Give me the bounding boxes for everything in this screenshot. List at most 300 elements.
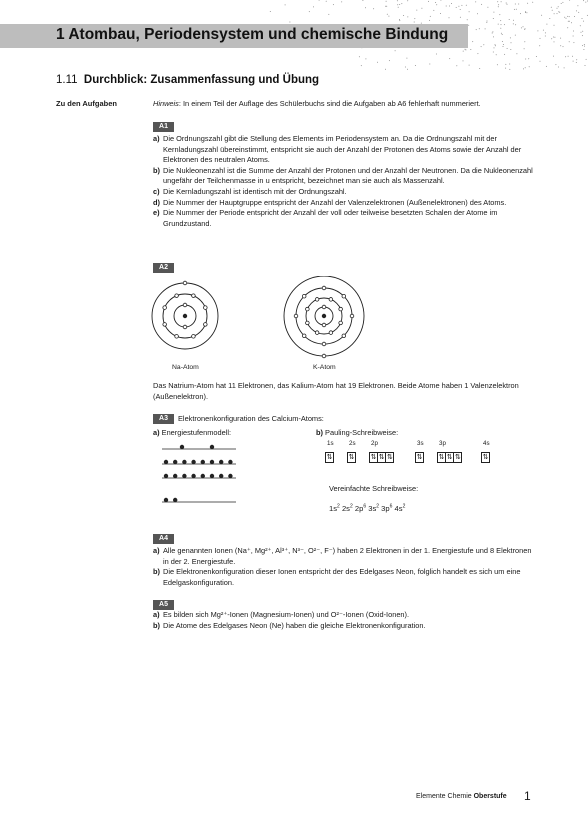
dot (559, 12, 560, 13)
dot (496, 54, 497, 55)
orbital-box-group (481, 452, 489, 463)
dot (377, 62, 378, 63)
dot (583, 21, 584, 22)
dot (319, 0, 320, 1)
dot (515, 4, 516, 5)
electron (163, 323, 167, 327)
dot (513, 20, 514, 21)
page-number: 1 (524, 789, 531, 803)
a1-item (153, 134, 538, 166)
electron (315, 298, 319, 302)
dot (583, 49, 584, 50)
dot (557, 8, 558, 9)
dot (493, 36, 494, 37)
hinweis-label: Hinweis (153, 99, 179, 108)
electron (294, 314, 298, 318)
dot (395, 50, 396, 51)
orbital-box: ⇅ (416, 453, 423, 461)
orbital-box-group (347, 452, 355, 463)
electron (175, 335, 179, 339)
dot (585, 2, 586, 3)
a4-item-letter: a) (153, 546, 160, 555)
dot (561, 3, 562, 4)
dot (385, 69, 386, 70)
dot (573, 36, 574, 37)
a1-item (153, 208, 538, 229)
dot (313, 6, 314, 7)
section-title (56, 74, 319, 86)
dot (493, 12, 494, 13)
dot (583, 0, 584, 1)
dot (501, 24, 502, 25)
dot (399, 19, 400, 20)
orbital-box-group (325, 452, 333, 463)
electron (192, 335, 196, 339)
dot (562, 2, 563, 3)
orbital-label: 3s (417, 440, 424, 447)
electron (302, 334, 306, 338)
dot (527, 3, 528, 4)
dot (582, 35, 583, 36)
hinweis-text: : In einem Teil der Auflage des Schülerbuchs sind die Aufgaben ab A6 fehlerhaft nummeriert. (178, 99, 481, 108)
energy-level (162, 498, 236, 502)
electron (201, 460, 205, 464)
dot (483, 44, 484, 45)
a4-item-text: Alle genannten Ionen (Na⁺, Mg²⁺, Al³⁺, N³⁻, O²⁻, F⁻) haben 2 Elektronen in der 1. Energiestufe und 8 Elektronen in der 2. Energiestufe. (163, 546, 532, 566)
dot (551, 7, 552, 8)
dot (573, 61, 574, 62)
dot (407, 0, 408, 1)
electron (228, 460, 232, 464)
dot (497, 64, 498, 65)
a5-item-text: Die Atome des Edelgases Neon (Ne) haben die gleiche Elektronenkonfiguration. (163, 620, 426, 630)
dot (504, 54, 505, 55)
dot (493, 52, 494, 53)
dot (465, 49, 466, 50)
dot (500, 20, 501, 21)
dot (506, 3, 507, 4)
dot (582, 18, 583, 19)
dot (435, 2, 436, 3)
dot (389, 60, 390, 61)
dot (510, 37, 511, 38)
k-atom-caption: K-Atom (313, 364, 336, 371)
dot (463, 51, 464, 52)
energy-level (162, 460, 236, 464)
electron (191, 474, 195, 478)
orbital-label: 1s (327, 440, 334, 447)
electron (164, 460, 168, 464)
task-tag-a3: A3 (153, 414, 174, 424)
dot (486, 22, 487, 23)
electron (329, 331, 333, 335)
dot (536, 56, 537, 57)
a4-item (153, 546, 538, 567)
electron (322, 323, 326, 327)
dot (436, 4, 437, 5)
a3-title: Elektronenkonfiguration des Calcium-Atoms: (178, 414, 324, 423)
dot (540, 38, 541, 39)
electron (201, 474, 205, 478)
a1-item-text: Die Nummer der Periode entspricht der Anzahl der voll oder teilweise besetzten Schalen der Atome im Grundzustand. (163, 208, 498, 228)
dot (567, 16, 568, 17)
dot (499, 14, 500, 15)
dot (568, 56, 569, 57)
dot (520, 13, 521, 14)
electron (306, 307, 310, 311)
config-term: $3s^2$ (368, 503, 380, 513)
dot (460, 17, 461, 18)
dot (451, 3, 452, 4)
dot (485, 28, 486, 29)
dot (563, 46, 564, 47)
a1-item-letter: c) (153, 186, 160, 196)
dot (541, 15, 542, 16)
dot (572, 56, 573, 57)
energy-model-label: a) Energiestufenmodell: (153, 428, 232, 437)
k-atom-model (284, 276, 364, 358)
dot (558, 11, 559, 12)
electron (322, 305, 326, 309)
a4-answers (153, 546, 538, 588)
config-term: $4s^2$ (394, 503, 406, 513)
dot (554, 37, 555, 38)
electron-configuration (329, 503, 405, 513)
nucleus (183, 314, 187, 318)
orbital-label: 2s (349, 440, 356, 447)
electron (339, 321, 343, 325)
dot (578, 12, 579, 13)
dot (414, 22, 415, 23)
dot (569, 16, 570, 17)
a1-item (153, 166, 538, 187)
dot (466, 5, 467, 6)
energy-level (162, 445, 236, 449)
a1-item-letter: d) (153, 197, 160, 207)
dot (524, 29, 525, 30)
dot (580, 25, 581, 26)
dot (436, 54, 437, 55)
dot (553, 37, 554, 38)
dot (365, 7, 366, 8)
dot (545, 36, 546, 37)
electron (173, 498, 177, 502)
energy-level-diagram (160, 438, 240, 518)
orbital-box: ⇅ (482, 453, 489, 461)
dot (468, 25, 469, 26)
electron (164, 474, 168, 478)
electron (329, 298, 333, 302)
electron (182, 460, 186, 464)
dot (333, 4, 334, 5)
dot (449, 58, 450, 59)
dot (509, 69, 510, 70)
electron (342, 334, 346, 338)
task-tag-a4: A4 (153, 534, 174, 544)
section-heading: Durchblick: Zusammenfassung und Übung (83, 74, 320, 86)
dot (576, 62, 577, 63)
dot (540, 61, 541, 62)
dot (503, 44, 504, 45)
dot (524, 48, 525, 49)
config-term: $2s^2$ (341, 503, 353, 513)
dot (501, 33, 502, 34)
dot (498, 4, 499, 5)
dot (521, 27, 522, 28)
dot (526, 12, 527, 13)
dot (328, 14, 329, 15)
dot (476, 29, 477, 30)
dot (495, 44, 496, 45)
dot (573, 31, 574, 32)
electron (306, 321, 310, 325)
config-term: $1s^2$ (329, 503, 340, 513)
dot (545, 32, 546, 33)
dot (584, 44, 585, 45)
dot (492, 33, 493, 34)
dot (429, 20, 430, 21)
electron (180, 445, 184, 449)
a4-item-letter: b) (153, 567, 160, 577)
dot (470, 49, 471, 50)
a1-item-letter: b) (153, 165, 160, 175)
dot (564, 67, 565, 68)
dot (387, 14, 388, 15)
electron (173, 474, 177, 478)
dot (388, 16, 389, 17)
dot (507, 48, 508, 49)
dot (430, 16, 431, 17)
dot (341, 1, 342, 2)
dot (460, 9, 461, 10)
dot (574, 16, 575, 17)
electron (219, 460, 223, 464)
electron (322, 354, 326, 358)
dot (494, 47, 495, 48)
orbital-box: ⇅ (438, 453, 445, 461)
dot (415, 65, 416, 66)
dot (449, 17, 450, 18)
dot (509, 64, 510, 65)
dot (501, 1, 502, 2)
electron (204, 306, 208, 310)
electron (182, 474, 186, 478)
side-label: Zu den Aufgaben (56, 99, 117, 108)
dot (406, 58, 407, 59)
dot (582, 31, 583, 32)
dot (477, 53, 478, 54)
dot (539, 45, 540, 46)
dot (569, 21, 570, 22)
electron (183, 325, 187, 329)
dot (537, 30, 538, 31)
orbital-box-group (369, 452, 394, 463)
dot (456, 7, 457, 8)
dot (500, 28, 501, 29)
dot (585, 65, 586, 66)
electron (228, 474, 232, 478)
orbital-box: ⇅ (446, 453, 453, 461)
dot (516, 53, 517, 54)
orbital-label: 4s (483, 440, 490, 447)
dot (553, 56, 554, 57)
dot (456, 65, 457, 66)
dot (289, 22, 290, 23)
dot (514, 9, 515, 10)
dot (564, 17, 565, 18)
dot (495, 45, 496, 46)
dot (504, 24, 505, 25)
dot (532, 2, 533, 3)
a5-answers (153, 610, 538, 631)
dot (373, 8, 374, 9)
dot (440, 0, 441, 1)
electron (173, 460, 177, 464)
a5-item-letter: b) (153, 620, 160, 630)
dot (586, 59, 587, 60)
dot (270, 11, 271, 12)
electron (204, 323, 208, 327)
dot (469, 65, 470, 66)
footer-book-title: Elemente Chemie Oberstufe (416, 793, 507, 800)
dot (503, 46, 504, 47)
dot (414, 18, 415, 19)
dot (463, 60, 464, 61)
dot (429, 64, 430, 65)
a1-item-text: Die Nummer der Hauptgruppe entspricht der Anzahl der Valenzelektronen (Außenelektronen) des Atoms. (163, 197, 507, 207)
a5-item (153, 621, 538, 632)
dot (472, 41, 473, 42)
a1-item (153, 198, 538, 209)
a1-item-text: Die Nukleonenzahl ist die Summe der Anzahl der Protonen und der Anzahl der Neutronen. Da die Nukleonenzahl ungefähr der Teilchenmasse in u entspricht, bezeichnet man sie auch als Massenzahl. (163, 165, 533, 186)
dot (421, 8, 422, 9)
a1-item-text: Die Kernladungszahl ist identisch mit der Ordnungszahl. (163, 186, 347, 196)
electron (219, 474, 223, 478)
dot (461, 5, 462, 6)
dot (569, 41, 570, 42)
electron (183, 303, 187, 307)
dot (554, 25, 555, 26)
electron (339, 307, 343, 311)
dot (386, 1, 387, 2)
dot (546, 24, 547, 25)
pauling-label: b) Pauling-Schreibweise: (316, 428, 399, 437)
na-atom-caption: Na-Atom (172, 364, 199, 371)
dot (515, 35, 516, 36)
dot (581, 32, 582, 33)
dot (467, 19, 468, 20)
a1-answers (153, 134, 538, 229)
a1-item-letter: e) (153, 208, 160, 218)
config-term: $2p^6$ (354, 503, 367, 513)
dot (573, 42, 574, 43)
dot (386, 6, 387, 7)
simplified-label: Vereinfachte Schreibweise: (329, 484, 419, 493)
dot (516, 9, 517, 10)
dot (552, 10, 553, 11)
dot (560, 45, 561, 46)
dot (397, 4, 398, 5)
electron (302, 294, 306, 298)
orbital-box: ⇅ (386, 453, 393, 461)
electron (183, 281, 187, 285)
a2-text: Das Natrium-Atom hat 11 Elektronen, das Kalium-Atom hat 19 Elektronen. Beide Atome haben 1 Valenzelektron (Außenelektron). (153, 381, 519, 401)
orbital-box: ⇅ (348, 453, 355, 461)
orbital-box-group (437, 452, 462, 463)
electron (322, 286, 326, 290)
dot (399, 4, 400, 5)
electron (192, 294, 196, 298)
dot (568, 21, 569, 22)
dot (416, 10, 417, 11)
dot (398, 7, 399, 8)
dot (510, 49, 511, 50)
hinweis-note (153, 99, 481, 108)
config-term: $3p^6$ (381, 503, 393, 513)
electron (342, 294, 346, 298)
dot (525, 12, 526, 13)
dot (428, 1, 429, 2)
dot (576, 59, 577, 60)
electron (210, 474, 214, 478)
electron (191, 460, 195, 464)
dot (546, 66, 547, 67)
dot (458, 6, 459, 7)
nucleus (322, 314, 326, 318)
dot (584, 46, 585, 47)
dot (505, 68, 506, 69)
electron (210, 460, 214, 464)
dot (576, 10, 577, 11)
dot (465, 49, 466, 50)
dot (565, 56, 566, 57)
dot (525, 59, 526, 60)
dot (475, 1, 476, 2)
a1-item (153, 187, 538, 198)
dot (399, 20, 400, 21)
a4-item-text: Die Elektronenkonfiguration dieser Ionen entspricht der des Edelgases Neon, folglich handelt es sich um eine Edelgaskonfiguration. (163, 567, 521, 587)
dot (498, 6, 499, 7)
a5-item-text: Es bilden sich Mg²⁺-Ionen (Magnesium-Ionen) und O²⁻-Ionen (Oxid-Ionen). (163, 610, 410, 619)
dot (523, 26, 524, 27)
dot (446, 6, 447, 7)
orbital-box: ⇅ (370, 453, 377, 461)
dot (285, 4, 286, 5)
dot (549, 18, 550, 19)
dot (529, 66, 530, 67)
dot (558, 6, 559, 7)
dot (433, 10, 434, 11)
dot (525, 67, 526, 68)
dot (555, 64, 556, 65)
a4-item (153, 567, 538, 588)
dot (571, 22, 572, 23)
dot (326, 1, 327, 2)
dot (560, 38, 561, 39)
chapter-title: 1 Atombau, Periodensystem und chemische Bindung (56, 26, 449, 43)
dot (511, 42, 512, 43)
orbital-box: ⇅ (378, 453, 385, 461)
dot (487, 21, 488, 22)
dot (487, 7, 488, 8)
dot (493, 18, 494, 19)
electron (322, 342, 326, 346)
dot (523, 68, 524, 69)
dot (479, 68, 480, 69)
dot (492, 31, 493, 32)
dot (524, 41, 525, 42)
dot (566, 18, 567, 19)
